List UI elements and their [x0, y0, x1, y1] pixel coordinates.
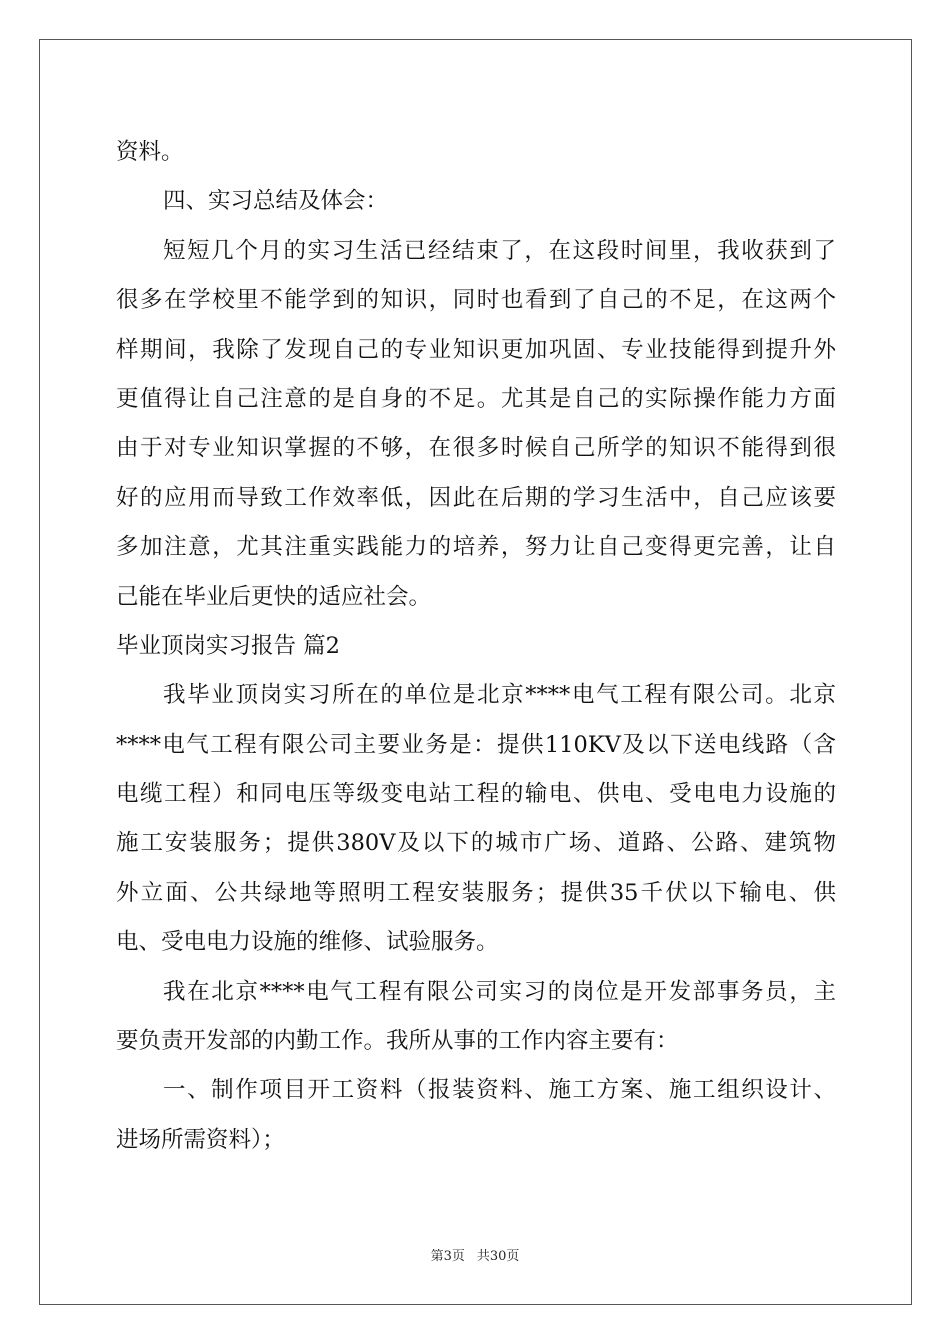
text-line: 更值得让自己注意的是自身的不足。尤其是自己的实际操作能力方面: [116, 385, 836, 412]
text-line: 好的应用而导致工作效率低，因此在后期的学习生活中，自己应该要: [116, 484, 836, 511]
text-line: 外立面、公共绿地等照明工程安装服务；提供35千伏以下输电、供: [116, 879, 836, 906]
text-line: 进场所需资料）；: [116, 1126, 285, 1153]
text-line: 我在北京****电气工程有限公司实习的岗位是开发部事务员，主: [163, 978, 836, 1005]
text-line: 四、实习总结及体会：: [163, 188, 389, 215]
text-line: 我毕业顶岗实习所在的单位是北京****电气工程有限公司。北京: [163, 682, 836, 709]
text-line: 电缆工程）和同电压等级变电站工程的输电、供电、受电电力设施的: [116, 781, 836, 808]
text-line: 一、制作项目开工资料（报装资料、施工方案、施工组织设计、: [163, 1077, 836, 1104]
text-line: 己能在毕业后更快的适应社会。: [116, 583, 432, 610]
text-line: ****电气工程有限公司主要业务是：提供110KV及以下送电线路（含: [116, 731, 836, 758]
page-footer: [0, 1245, 950, 1264]
text-line: 资料。: [116, 139, 184, 165]
page-number: 第3页: [430, 1249, 465, 1264]
text-line: 施工安装服务；提供380V及以下的城市广场、道路、公路、建筑物: [116, 830, 836, 857]
text-line: 很多在学校里不能学到的知识，同时也看到了自己的不足，在这两个: [116, 287, 836, 314]
text-line: 由于对专业知识掌握的不够，在很多时候自己所学的知识不能得到很: [116, 435, 836, 462]
document-body: [116, 128, 836, 1165]
text-line: 毕业顶岗实习报告 篇2: [116, 632, 340, 659]
text-line: 短短几个月的实习生活已经结束了，在这段时间里，我收获到了: [163, 237, 836, 264]
text-line: 电、受电电力设施的维修、试验服务。: [116, 929, 499, 956]
text-line: 要负责开发部的内勤工作。我所从事的工作内容主要有：: [116, 1028, 679, 1055]
text-line: 样期间，我除了发现自己的专业知识更加巩固、专业技能得到提升外: [116, 336, 836, 363]
text-line: 多加注意，尤其注重实践能力的培养，努力让自己变得更完善，让自: [116, 534, 836, 561]
page-total: 共30页: [476, 1249, 520, 1264]
